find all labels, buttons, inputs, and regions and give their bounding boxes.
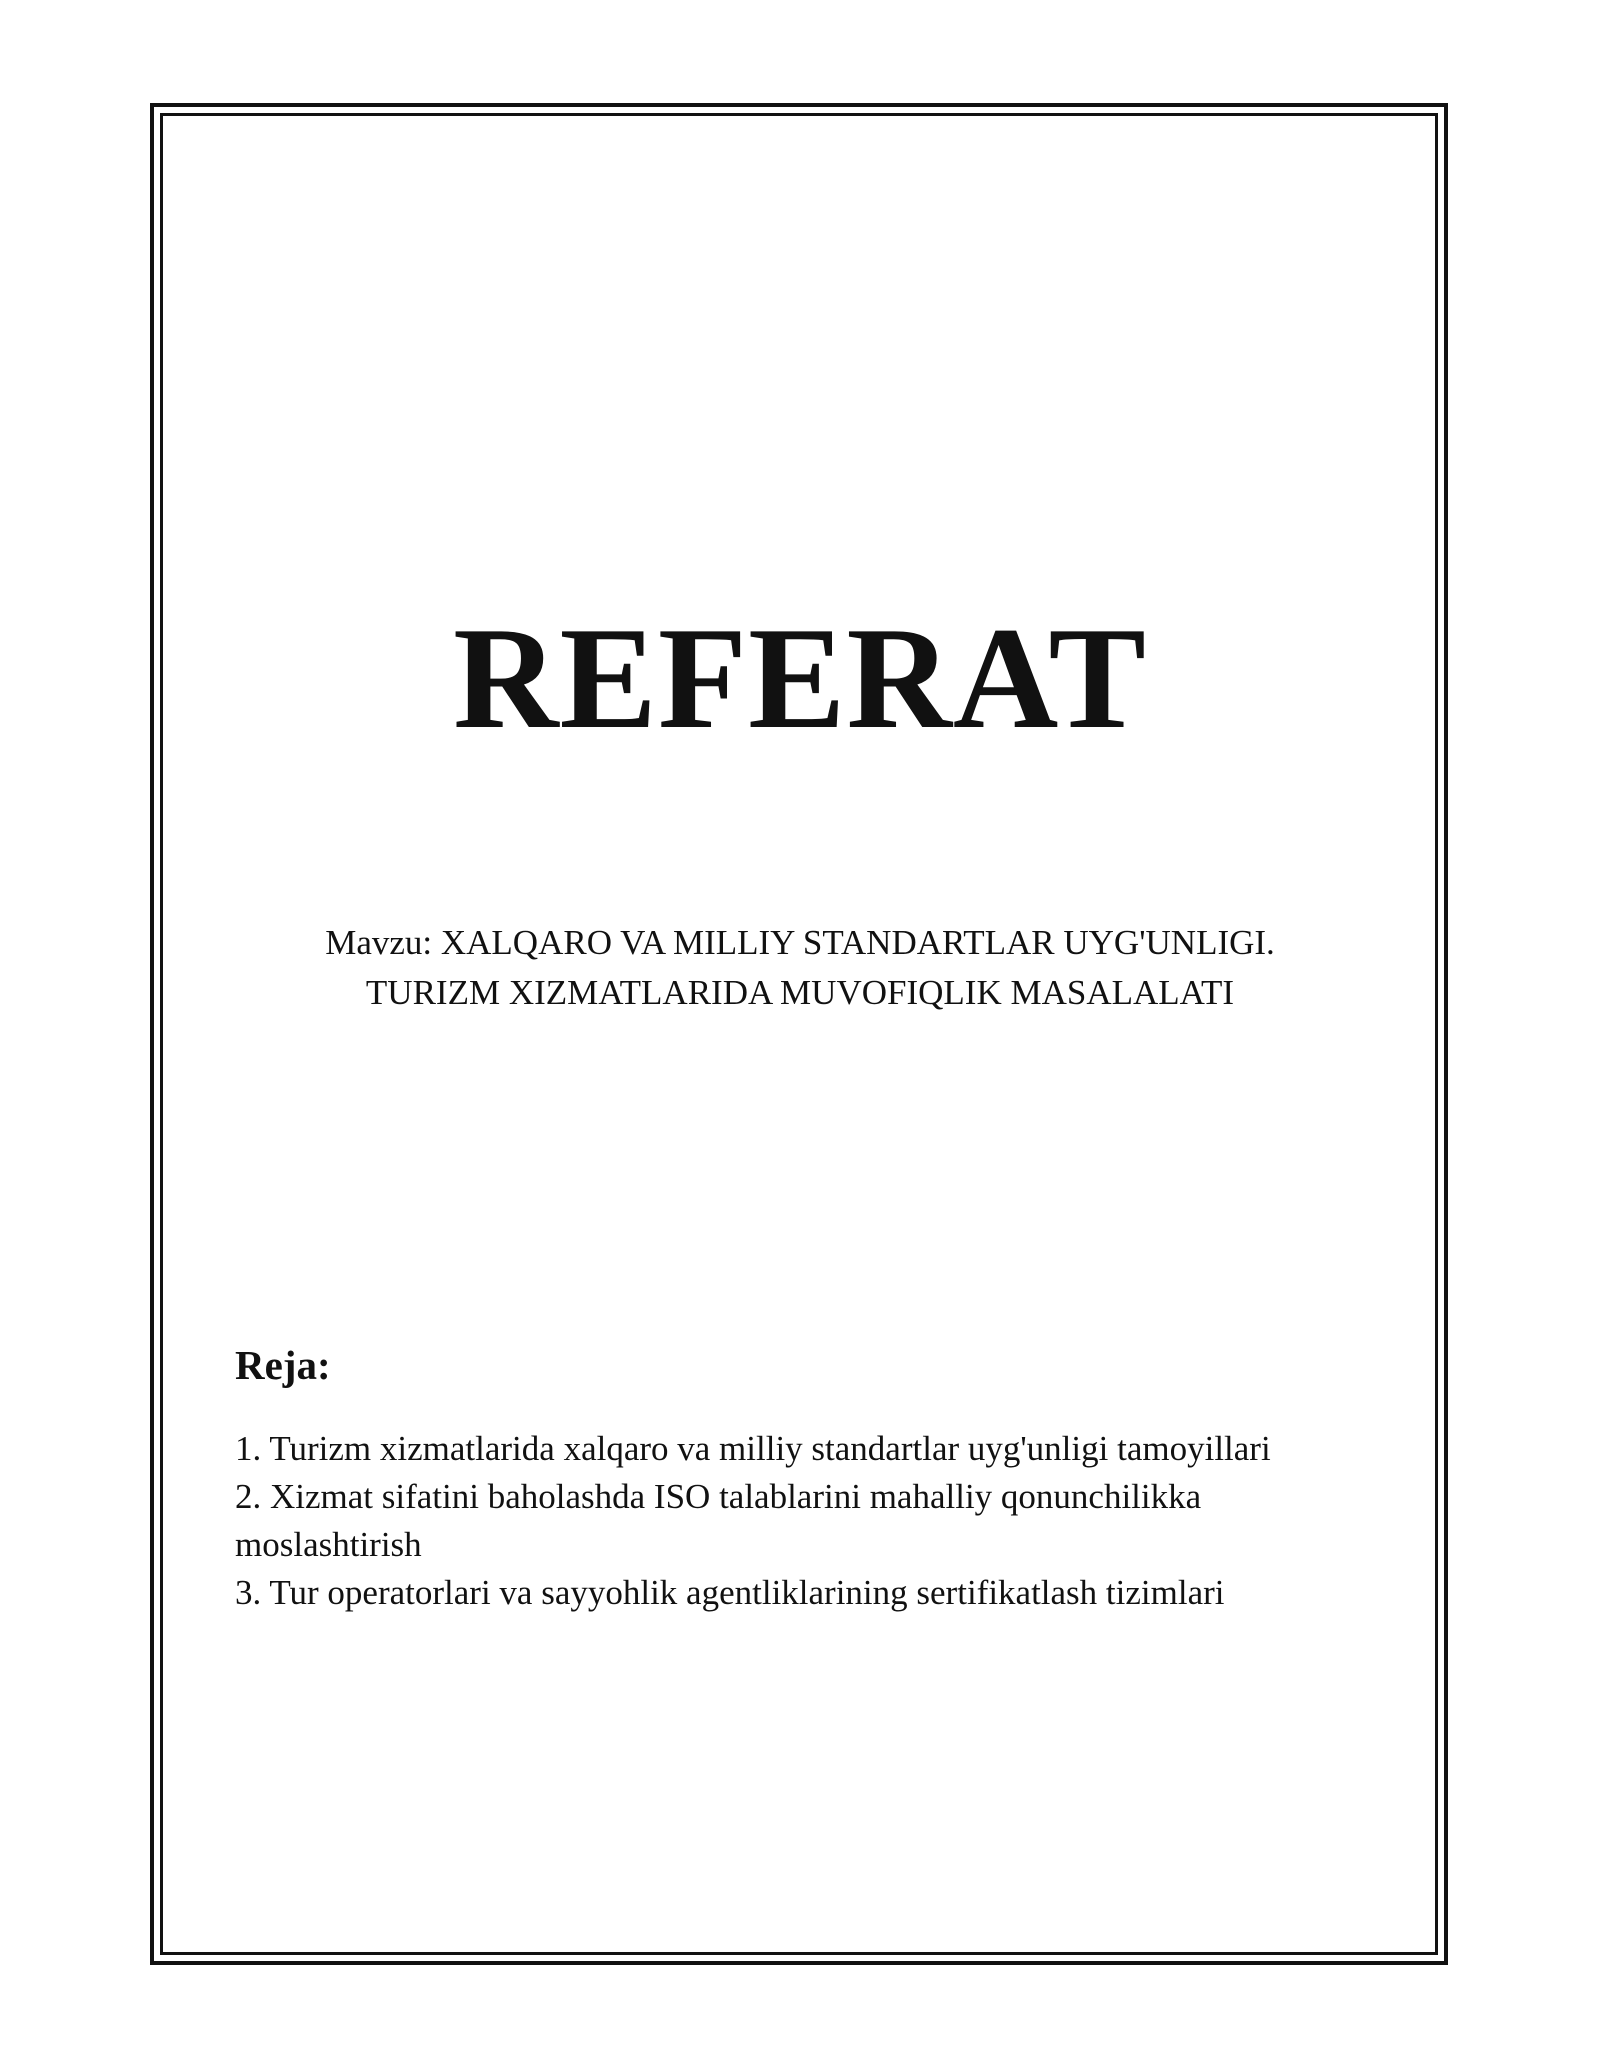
- topic-line-2: TURIZM XIZMATLARIDA MUVOFIQLIK MASALALATI: [365, 973, 1235, 1012]
- plan-item-1: 1. Turizm xizmatlarida xalqaro va milliy standartlar uyg'unligi tamoyillari: [235, 1429, 1271, 1468]
- topic-line-1: Mavzu: XALQARO VA MILLIY STANDARTLAR UYG'UNLIGI.: [325, 923, 1275, 962]
- topic-block: [200, 918, 1400, 1018]
- plan-item-2: 2. Xizmat sifatini baholashda ISO talablarini mahalliy qonunchilikka moslashtirish: [235, 1477, 1202, 1564]
- document-title: REFERAT: [453, 597, 1147, 759]
- plan-item-3: 3. Tur operatorlari va sayyohlik agentliklarining sertifikatlash tizimlari: [235, 1573, 1225, 1612]
- plan-heading: Reja:: [235, 1342, 331, 1388]
- page-border-inner: [160, 113, 1438, 1955]
- plan-list: [235, 1425, 1385, 1617]
